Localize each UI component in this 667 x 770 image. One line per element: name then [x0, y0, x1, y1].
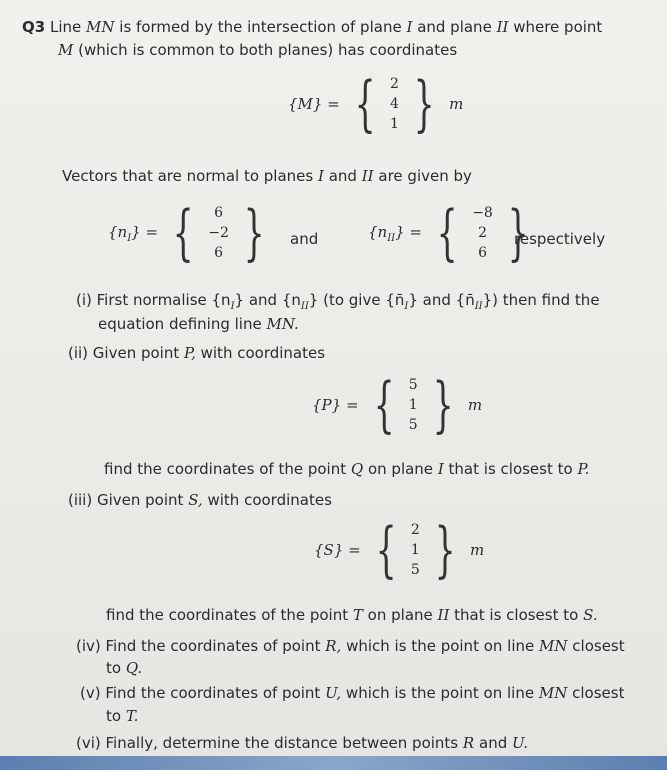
- vector-n1-values: [202, 203, 235, 263]
- vector-m-label: {M} =: [288, 95, 340, 113]
- vector-n2-values: [466, 203, 499, 263]
- right-brace: }: [413, 69, 435, 139]
- unit: m: [470, 541, 485, 559]
- vector-value: 6: [214, 245, 224, 261]
- text: Line: [49, 18, 82, 36]
- vector-m: [288, 69, 464, 139]
- vector-n1: [108, 198, 273, 268]
- vector-value: 2: [478, 225, 487, 241]
- respectively-word: respectively: [514, 230, 606, 248]
- right-brace: }: [434, 515, 456, 585]
- text: and plane: [417, 18, 492, 36]
- part-iii-line: (iii) Given point S, with coordinates: [68, 491, 332, 509]
- right-brace: }: [432, 370, 454, 440]
- vector-value: 4: [389, 96, 399, 112]
- vector-s-values: [405, 520, 426, 580]
- vector-value: 2: [410, 522, 420, 538]
- vector-n1-label: $\{n_I\}$ =: [108, 222, 159, 244]
- left-brace: {: [375, 515, 397, 585]
- vector-value: 5: [410, 562, 420, 578]
- left-brace: {: [436, 198, 458, 268]
- vector-m-values: [384, 74, 405, 134]
- math-plane-1: I: [318, 167, 324, 185]
- vector-value: 6: [214, 205, 224, 221]
- unit: m: [467, 396, 483, 414]
- part-v-line-2: to T.: [106, 707, 139, 725]
- text: are given by: [378, 167, 472, 185]
- math-plane-1: I: [406, 18, 413, 36]
- vector-s-label: {S} =: [314, 541, 361, 559]
- text: is formed by the intersection of plane: [119, 18, 402, 36]
- vector-value: 1: [408, 397, 418, 413]
- left-brace: {: [373, 370, 395, 440]
- vector-value: 5: [408, 377, 418, 393]
- and-word: and: [290, 230, 319, 248]
- math-plane-2: II: [361, 167, 374, 185]
- vector-value: −2: [208, 225, 229, 241]
- math-mn: MN: [86, 18, 115, 36]
- vector-p-label: {P} =: [312, 396, 359, 414]
- vector-value: 6: [478, 245, 487, 261]
- vector-s: [314, 515, 485, 585]
- vector-p: [312, 370, 483, 440]
- part-vi-line: (vi) Finally, determine the distance between points R and U.: [76, 734, 529, 752]
- vector-p-values: [403, 375, 424, 435]
- find-t-line: find the coordinates of the point T on plane II that is closest to S.: [106, 606, 598, 624]
- intro-line-2: [58, 40, 457, 60]
- part-iv-line-2: to Q.: [106, 659, 143, 677]
- question-label: Q3: [22, 18, 46, 36]
- vector-value: 5: [408, 417, 418, 433]
- text: and: [328, 167, 357, 185]
- vector-value: 1: [389, 116, 399, 132]
- right-brace: }: [243, 198, 265, 268]
- vector-value: −8: [472, 205, 493, 221]
- part-v-line-1: (v) Find the coordinates of point U, which is the point on line MN closest: [80, 684, 625, 702]
- text: Vectors that are normal to planes: [62, 167, 314, 185]
- vector-value: 1: [410, 542, 420, 558]
- vector-n2-label: $\{n_{II}\}$ =: [368, 222, 423, 244]
- part-i-line-2: equation defining line MN.: [98, 315, 299, 333]
- math-point-m: M: [58, 41, 74, 59]
- unit: m: [449, 95, 464, 113]
- normals-line: [62, 166, 472, 186]
- part-i-line-1: (i) First normalise $\{n_I\}$ and $\{n_{II}\}$ (to give $\{n̄_I\}$ and $\{n̄_{II}\}$) then find the: [76, 291, 600, 312]
- find-q-line: find the coordinates of the point Q on plane I that is closest to P.: [104, 460, 590, 478]
- vector-value: 2: [389, 76, 399, 92]
- intro-line-1: [22, 17, 602, 37]
- part-iv-line-1: (iv) Find the coordinates of point R, which is the point on line MN closest: [76, 637, 625, 655]
- math-plane-2: II: [496, 18, 509, 36]
- left-brace: {: [172, 198, 194, 268]
- bottom-edge-strip: [0, 756, 667, 770]
- right-brace: }: [507, 198, 529, 268]
- text: where point: [513, 18, 603, 36]
- vector-n2: [368, 198, 537, 268]
- part-ii-line: (ii) Given point P, with coordinates: [68, 344, 326, 362]
- text: (which is common to both planes) has coordinates: [78, 41, 458, 59]
- left-brace: {: [354, 69, 376, 139]
